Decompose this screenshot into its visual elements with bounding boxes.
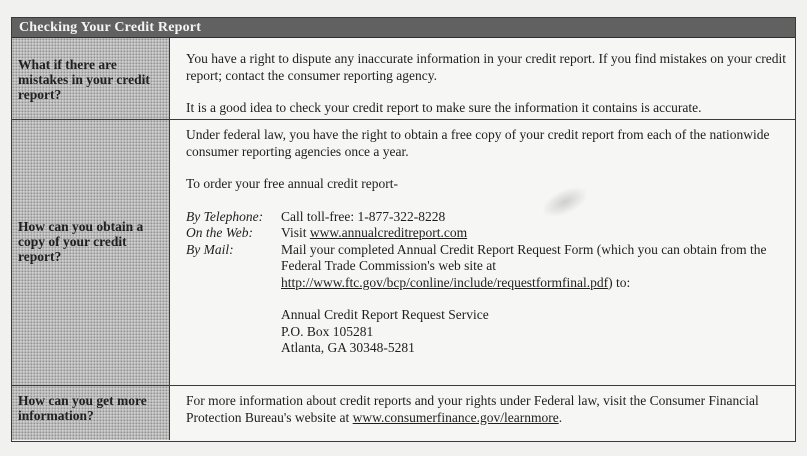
order-methods	[186, 209, 786, 292]
more-info-suffix: .	[558, 409, 563, 425]
web-prefix: Visit	[281, 225, 310, 240]
address-line: Atlanta, GA 30348-5281	[281, 340, 415, 355]
answer-paragraph	[186, 393, 786, 426]
table-row-more-info	[12, 386, 795, 440]
mailing-address	[281, 307, 786, 357]
question-cell	[12, 386, 170, 440]
answer-paragraph: To order your free annual credit report-	[186, 176, 398, 191]
credit-report-info-table	[11, 17, 796, 442]
answer-cell	[170, 120, 795, 385]
table-title: Checking Your Credit Report	[19, 19, 202, 35]
web-label: On the Web:	[186, 225, 253, 240]
answer-paragraph: You have a right to dispute any inaccurate information in your credit report. If you find mistakes on your credit report; contact the consumer reporting agency.	[186, 51, 786, 83]
address-line: P.O. Box 105281	[281, 323, 374, 339]
table-row-obtain-copy	[12, 120, 795, 386]
title-bar	[12, 18, 795, 38]
question-text: How can you get more information?	[18, 393, 147, 423]
annualcreditreport-link[interactable]: www.annualcreditreport.com	[309, 225, 468, 240]
question-cell	[12, 38, 170, 119]
telephone-text: Call toll-free: 1-877-322-8228	[281, 208, 446, 224]
answer-cell	[170, 386, 795, 440]
ftc-form-link[interactable]: http://www.ftc.gov/bcp/conline/include/requestformfinal.pdf	[281, 274, 609, 290]
table-row-mistakes	[12, 38, 795, 120]
answer-paragraph: Under federal law, you have the right to obtain a free copy of your credit report from each of the nationwide consumer reporting agencies once a year.	[186, 127, 770, 159]
answer-paragraph: It is a good idea to check your credit report to make sure the information it contains is accurate.	[186, 100, 702, 115]
consumerfinance-link[interactable]: www.consumerfinance.gov/learnmore	[352, 409, 559, 425]
telephone-label: By Telephone:	[186, 208, 264, 224]
mail-text-body: Mail your completed Annual Credit Report Request Form (which you can obtain from the Federal Trade Commission's web site at	[281, 241, 767, 273]
mail-suffix: ) to:	[608, 274, 631, 290]
question-text: What if there are mistakes in your credit report?	[18, 57, 150, 102]
web-text	[281, 225, 786, 242]
question-cell	[12, 120, 170, 385]
mail-label: By Mail:	[186, 241, 234, 257]
question-text: How can you obtain a copy of your credit report?	[18, 219, 144, 264]
answer-cell	[170, 38, 795, 119]
mail-text	[281, 242, 786, 292]
address-line: Annual Credit Report Request Service	[281, 307, 489, 322]
more-info-text: For more information about credit reports and your rights under Federal law, visit the Consumer Financial Protection Bureau's website at	[186, 393, 759, 425]
